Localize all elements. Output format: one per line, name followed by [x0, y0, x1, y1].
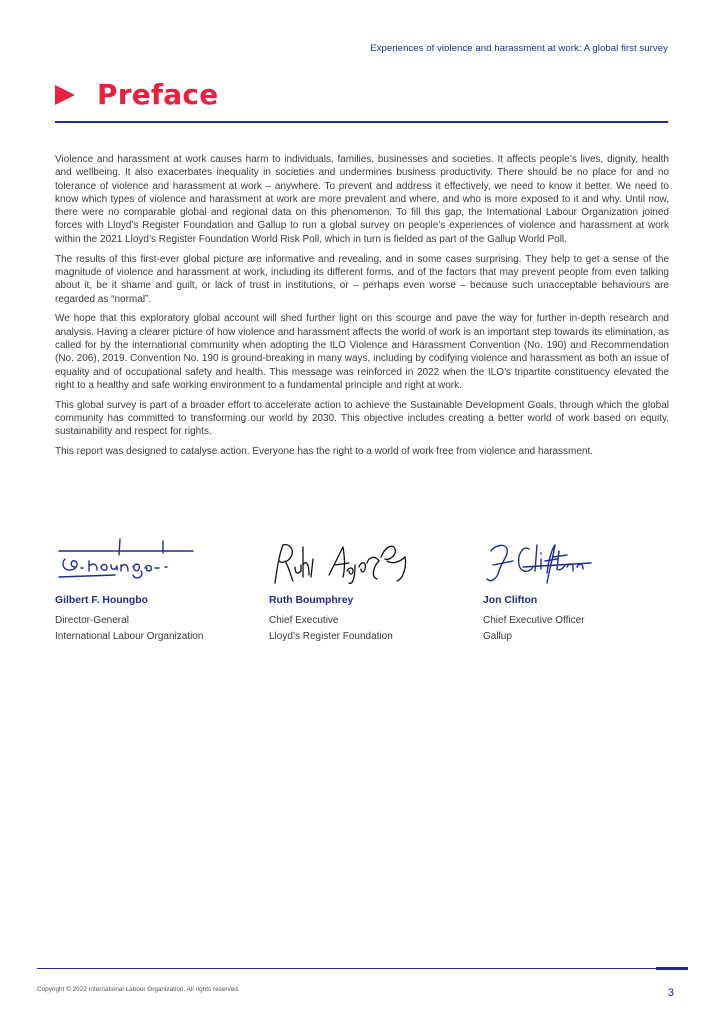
paragraph: We hope that this exploratory global account will shed further light on this scourge and pave the way for further in-depth research and analysis. Having a clearer picture of how violence and harassment affects the world of work is an important step towards its elimination, as called for by the international community when adopting the ILO Violence and Harassment Convention (No. 190) and Recommendation (No. 206), 2019. Convention No. 190 is ground-breaking in many ways, including by codifying violence and harassment as both an issue of equality and of occupational safety and health. This message was reinforced in 2022 when the ILO’s tripartite constituency elevated the right to a healthy and safe working environment to a fundamental principle and right at work.: [55, 313, 669, 391]
running-header: Experiences of violence and harassment at work: A global first survey: [370, 43, 668, 54]
signatory-role: Chief Executive: [269, 615, 339, 626]
signatory-name: Ruth Boumphrey: [269, 595, 354, 606]
play-arrow-icon: [55, 85, 75, 105]
title-divider: [55, 121, 668, 123]
signatory-houngbo: [55, 537, 255, 642]
page-number: 3: [667, 987, 674, 999]
signatory-role: Chief Executive Officer: [483, 615, 585, 626]
signatory-organization: Lloyd’s Register Foundation: [269, 631, 393, 642]
signatory-name: Jon Clifton: [483, 595, 538, 606]
paragraph: The results of this first-ever global picture are informative and revealing, and in some cases surprising. They help to get a sense of the magnitude of violence and harassment at work, including its different forms, and of the factors that may prevent people from even talking about it, be it shame and guilt, or lack of trust in institutions, or – perhaps even worse – because such unacceptable behaviours are regarded as “normal”.: [55, 253, 669, 305]
preface-body: [55, 153, 669, 465]
signatory-clifton: [483, 537, 683, 642]
paragraph: This report was designed to catalyse action. Everyone has the right to a world of work free from violence and harassment.: [55, 446, 594, 458]
signature-boumphrey: [269, 537, 419, 589]
footer-divider: [37, 968, 688, 969]
copyright-notice: Copyright © 2022 International Labour Organization. All rights reserved.: [37, 986, 240, 993]
signature-clifton: [483, 537, 633, 589]
paragraph: This global survey is part of a broader effort to accelerate action to achieve the Sustainable Development Goals, through which the global community has committed to transforming our world by 2030. This objective includes creating a better world of work based on equity, sustainability and respect for rights.: [55, 399, 669, 438]
footer-accent-bar: [656, 967, 688, 970]
signatory-organization: International Labour Organization: [55, 631, 204, 642]
signatory-role: Director-General: [55, 615, 129, 626]
signature-houngbo: [55, 537, 205, 589]
page-title: Preface: [97, 78, 219, 111]
signatory-name: Gilbert F. Houngbo: [55, 595, 148, 606]
signatory-organization: Gallup: [483, 631, 512, 642]
signatory-boumphrey: [269, 537, 469, 642]
paragraph: Violence and harassment at work causes harm to individuals, families, businesses and societies. It affects people’s lives, dignity, health and wellbeing. It also exacerbates inequality in societies and undermines business productivity. There should be no place for and no tolerance of violence and harassment at work – anywhere. To prevent and address it effectively, we need to know it better. We need to know which types of violence and harassment at work are more prevalent and where, and who is more exposed to it and why. Until now, there were no comparable global and regional data on this phenomenon. To fill this gap, the International Labour Organization joined forces with Lloyd’s Register Foundation and Gallup to run a global survey on people’s experiences of violence and harassment at work within the 2021 Lloyd’s Register Foundation World Risk Poll, which in turn is fielded as part of the Gallup World Poll.: [55, 154, 669, 245]
page-title-row: [55, 78, 218, 111]
signatories: [55, 537, 669, 647]
